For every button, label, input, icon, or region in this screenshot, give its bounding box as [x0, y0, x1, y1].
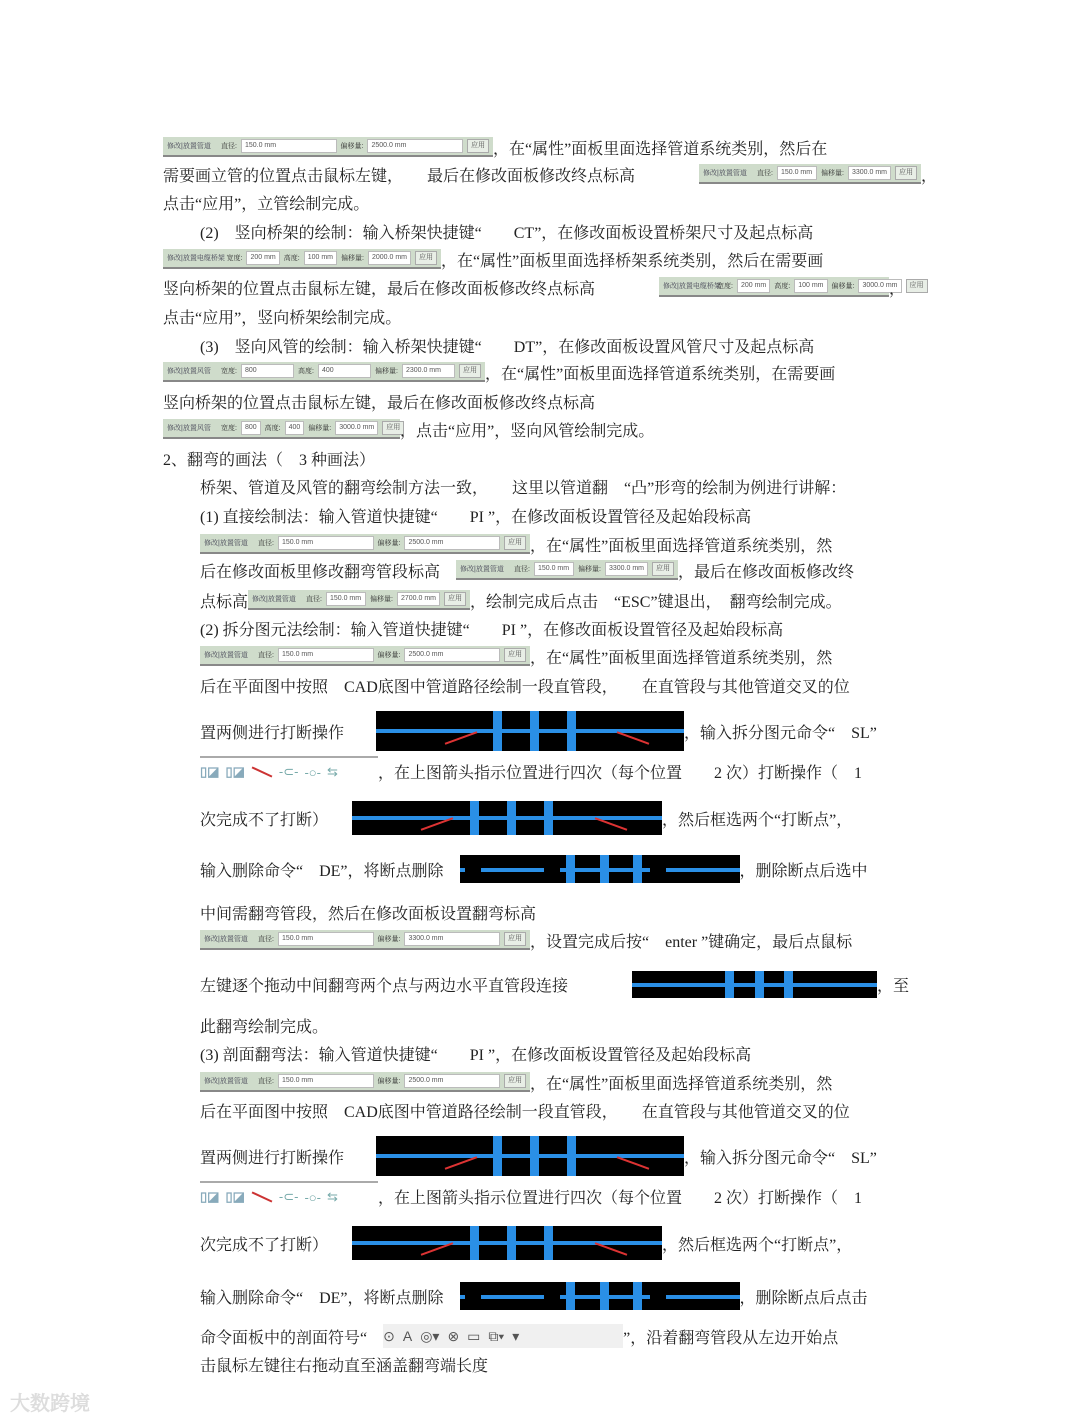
toolbar-field-label: 偏移量:: [377, 652, 401, 659]
vertical-pipe: [567, 1136, 576, 1176]
modify-toolbar-image: [163, 362, 485, 382]
vertical-pipe: [470, 801, 479, 835]
text-line: [200, 665, 850, 705]
text-segment: 竖向桥架的位置点击鼠标左键，最后在修改面板修改终点标高: [163, 280, 660, 298]
modify-toolbar-image: [163, 419, 400, 439]
modify-toolbar-image: [200, 646, 530, 666]
toolbar-field-label: 偏移量:: [370, 596, 393, 603]
toolbar-field-value: 800: [241, 421, 261, 435]
tool-icon: -⊂-: [278, 764, 299, 779]
text-segment: 后在平面图中按照 CAD底图中管道路径绘制一段直管段， 在直管段与其他管道交叉的位: [200, 1103, 850, 1121]
text-segment: 击鼠标左键往右拖动直至涵盖翻弯端长度: [200, 1357, 489, 1375]
text-segment: ，在上图箭头指示位置进行四次（每个位置 2 次）打断操作（ 1: [378, 1189, 863, 1207]
text-segment: (3) 竖向风管的绘制：输入桥架快捷键“ DT”，在修改面板设置风管尺寸及起点标高: [200, 338, 815, 356]
text-segment: ，删除断点后选中: [739, 862, 868, 880]
text-segment: 点击“应用”，竖向桥架绘制完成。: [163, 309, 402, 327]
tool-icon: -○-: [304, 1189, 321, 1205]
toolbar-mode-label: 修改|放置管道: [703, 170, 747, 177]
tool-icon: ◎▾: [420, 1327, 440, 1344]
toolbar-mode-label: 修改|放置管道: [167, 143, 211, 150]
split-tool-icon: ▯◪: [225, 764, 245, 779]
text-line: [200, 1136, 877, 1176]
toolbar-field-value: 150.0 mm: [278, 536, 374, 550]
modify-toolbar-image: [200, 930, 530, 950]
toolbar-field-label: 直径:: [258, 936, 274, 943]
break-gap: [465, 866, 481, 873]
text-segment: ，绘制完成后点击 “ESC”键退出， 翻弯绘制完成。: [470, 593, 842, 611]
toolbar-field-label: 高度:: [283, 255, 300, 262]
toolbar-field-value: 200 mm: [246, 251, 279, 265]
toolbar-field-value: 150.0 mm: [278, 648, 374, 662]
red-arrow-icon: [617, 1156, 650, 1170]
text-line: [200, 1276, 868, 1316]
text-segment: ，删除断点后点击: [739, 1289, 868, 1307]
text-line: [200, 1090, 850, 1130]
apply-button: 应用: [504, 932, 526, 946]
tool-icon: -○-: [304, 764, 321, 780]
toolbar-field-label: 偏移量:: [377, 1078, 401, 1085]
text-line: [200, 1176, 862, 1216]
toolbar-field-label: 直径:: [757, 170, 773, 177]
toolbar-mode-label: 修改|放置管道: [460, 566, 504, 573]
split-tool-icon: ▯◪: [200, 1189, 220, 1204]
toolbar-field-label: 偏移量:: [341, 255, 364, 262]
toolbar-mode-label: 修改|放置电缆桥架: [663, 283, 721, 290]
toolbar-field-label: 宽度:: [226, 255, 243, 262]
toolbar-field-label: 偏移量:: [578, 566, 601, 573]
vertical-pipe: [600, 1282, 609, 1310]
cad-pipe-image: [376, 1136, 684, 1176]
text-segment: ，在“属性”面板里面选择管道系统类别，在需要画: [485, 365, 836, 383]
text-segment: ，在“属性”面板里面选择管道系统类别，然: [530, 537, 833, 555]
tool-icon: ⊙: [383, 1327, 395, 1344]
vertical-pipe: [530, 711, 539, 751]
text-segment: 后在修改面板里修改翻弯管段标高: [200, 563, 457, 581]
text-segment: ，输入拆分图元命令“ SL”: [684, 724, 877, 742]
toolbar-field-label: 直径:: [258, 652, 274, 659]
text-segment: (2) 拆分图元法绘制：输入管道快捷键“ PI ”，在修改面板设置管径及起始段标高: [200, 621, 784, 639]
text-segment: 桥架、管道及风管的翻弯绘制方法一致， 这里以管道翻 “凸”形弯的绘制为例进行讲解：: [200, 479, 847, 497]
vertical-pipe: [493, 1136, 502, 1176]
tool-icon: ⇆: [326, 1189, 338, 1204]
tool-icon: ▾: [512, 1327, 520, 1344]
text-segment: ，: [889, 280, 906, 298]
vertical-pipe: [507, 801, 516, 835]
toolbar-field-value: 150.0 mm: [777, 166, 817, 180]
apply-button: 应用: [467, 139, 489, 153]
text-line: [200, 751, 862, 791]
tool-icon: -⊂-: [278, 1189, 299, 1204]
text-segment: (2) 竖向桥架的绘制：输入桥架快捷键“ CT”，在修改面板设置桥架尺寸及起点标高: [200, 224, 814, 242]
apply-button: 应用: [444, 592, 466, 606]
toolbar-field-value: 3000.0 mm: [335, 421, 378, 435]
watermark: 大数跨境: [10, 1393, 90, 1415]
vertical-pipe: [566, 855, 575, 883]
text-segment: ，至: [877, 977, 910, 995]
cad-pipe-image: [460, 1282, 740, 1310]
tool-icon: ▭: [467, 1327, 481, 1344]
modify-toolbar-image: [659, 277, 924, 297]
red-arrow-icon: [444, 1156, 477, 1170]
toolbar-field-label: 宽度:: [221, 368, 237, 375]
text-segment: 竖向桥架的位置点击鼠标左键，最后在修改面板修改终点标高: [163, 394, 596, 412]
tool-icon: A: [402, 1328, 413, 1344]
toolbar-field-value: 150.0 mm: [534, 562, 574, 576]
toolbar-field-label: 偏移量:: [821, 170, 844, 177]
toolbar-field-label: 偏移量:: [308, 425, 332, 432]
toolbar-field-label: 宽度:: [221, 425, 237, 432]
break-gap: [465, 1293, 481, 1300]
toolbar-field-value: 800: [241, 364, 294, 378]
toolbar-field-label: 高度:: [298, 368, 314, 375]
vertical-pipe: [755, 971, 764, 998]
split-element-tools-image: [200, 756, 378, 786]
text-segment: 次完成不了打断）: [200, 1236, 353, 1254]
break-gap: [650, 1293, 666, 1300]
toolbar-field-value: 3300.0 mm: [605, 562, 648, 576]
text-segment: ，在“属性”面板里面选择桥架系统类别，然后在需要画: [441, 252, 824, 270]
toolbar-field-label: 偏移量:: [375, 368, 398, 375]
toolbar-field-value: 2300.0 mm: [402, 364, 455, 378]
apply-button: 应用: [504, 536, 526, 550]
apply-button: 应用: [382, 421, 404, 435]
text-segment: 2、翻弯的画法（ 3 种画法）: [163, 451, 376, 469]
vertical-pipe: [530, 1136, 539, 1176]
toolbar-field-label: 高度:: [774, 283, 791, 290]
toolbar-mode-label: 修改|放置风管: [167, 368, 211, 375]
text-line: [200, 849, 868, 889]
text-segment: 此翻弯绘制完成。: [200, 1018, 329, 1036]
text-segment: ，输入拆分图元命令“ SL”: [684, 1149, 877, 1167]
text-line: [200, 964, 909, 1004]
toolbar-field-value: 100 mm: [794, 279, 827, 293]
toolbar-field-label: 偏移量:: [831, 283, 855, 290]
toolbar-field-value: 150.0 mm: [326, 592, 366, 606]
text-segment: ，点击“应用”，竖向风管绘制完成。: [400, 422, 655, 440]
cad-pipe-image: [352, 1226, 662, 1260]
vertical-pipe: [544, 1226, 553, 1260]
toolbar-field-value: 400: [285, 421, 305, 435]
break-gap: [650, 866, 666, 873]
toolbar-field-value: 2000.0 mm: [368, 251, 411, 265]
toolbar-field-value: 2700.0 mm: [397, 592, 440, 606]
split-tool-icon: ▯◪: [225, 1189, 245, 1204]
toolbar-field-label: 直径:: [306, 596, 322, 603]
toolbar-field-value: 2500.0 mm: [404, 536, 500, 550]
toolbar-field-value: 200 mm: [737, 279, 770, 293]
text-line: [200, 1344, 488, 1384]
break-gap: [544, 1293, 560, 1300]
toolbar-field-value: 150.0 mm: [241, 139, 337, 153]
modify-toolbar-image: [248, 590, 470, 610]
vertical-pipe: [633, 855, 642, 883]
text-segment: 输入删除命令“ DE”，将断点删除: [200, 1289, 460, 1307]
apply-button: 应用: [504, 1074, 526, 1088]
toolbar-field-value: 400: [318, 364, 371, 378]
text-segment: ，在“属性”面板里面选择管道系统类别，然: [530, 1075, 833, 1093]
toolbar-field-value: 150.0 mm: [278, 932, 374, 946]
toolbar-mode-label: 修改|放置电缆桥架: [167, 255, 225, 262]
toolbar-field-label: 高度:: [264, 425, 281, 432]
text-segment: ，在上图箭头指示位置进行四次（每个位置 2 次）打断操作（ 1: [378, 764, 863, 782]
toolbar-field-label: 偏移量:: [340, 143, 364, 150]
cad-pipe-image: [460, 855, 740, 883]
toolbar-mode-label: 修改|放置管道: [204, 652, 248, 659]
apply-button: 应用: [415, 251, 437, 265]
apply-button: 应用: [459, 364, 481, 378]
toolbar-field-value: 3300.0 mm: [848, 166, 891, 180]
text-segment: 需要画立管的位置点击鼠标左键， 最后在修改面板修改终点标高: [163, 167, 700, 185]
toolbar-field-value: 3000.0 mm: [858, 279, 901, 293]
toolbar-mode-label: 修改|放置管道: [204, 936, 248, 943]
toolbar-mode-label: 修改|放置管道: [252, 596, 296, 603]
modify-toolbar-image: [163, 249, 441, 269]
split-element-tools-image: [200, 1181, 378, 1211]
red-arrow-icon: [444, 731, 477, 745]
cad-pipe-image: [352, 801, 662, 835]
vertical-pipe: [507, 1226, 516, 1260]
text-segment: 次完成不了打断）: [200, 811, 353, 829]
modify-toolbar-image: [200, 1072, 530, 1092]
text-segment: ，然后框选两个“打断点”，: [662, 811, 853, 829]
text-segment: ，在“属性”面板里面选择管道系统类别，然后在: [493, 140, 828, 158]
apply-button: 应用: [504, 648, 526, 662]
toolbar-mode-label: 修改|放置管道: [204, 540, 248, 547]
text-segment: ，然后框选两个“打断点”，: [662, 1236, 853, 1254]
split-tool-icon: ▯◪: [200, 764, 220, 779]
vertical-pipe: [633, 1282, 642, 1310]
text-segment: (3) 剖面翻弯法：输入管道快捷键“ PI ”，在修改面板设置管径及起始段标高: [200, 1046, 752, 1064]
toolbar-field-label: 直径:: [258, 1078, 274, 1085]
toolbar-field-label: 直径:: [258, 540, 274, 547]
text-segment: 输入删除命令“ DE”，将断点删除: [200, 862, 460, 880]
text-segment: 置两侧进行打断操作: [200, 724, 377, 742]
text-segment: ”，沿着翻弯管段从左边开始点: [623, 1329, 839, 1347]
apply-button: 应用: [652, 562, 674, 576]
text-segment: ，最后在修改面板修改终: [678, 563, 855, 581]
toolbar-field-value: 150.0 mm: [278, 1074, 374, 1088]
vertical-pipe: [544, 801, 553, 835]
text-segment: 命令面板中的剖面符号“: [200, 1329, 384, 1347]
vertical-pipe: [566, 1282, 575, 1310]
break-gap: [544, 866, 560, 873]
vertical-pipe: [470, 1226, 479, 1260]
vertical-pipe: [600, 855, 609, 883]
vertical-pipe: [493, 711, 502, 751]
text-segment: 左键逐个拖动中间翻弯两个点与两边水平直管段连接: [200, 977, 633, 995]
text-segment: 后在平面图中按照 CAD底图中管道路径绘制一段直管段， 在直管段与其他管道交叉的位: [200, 678, 850, 696]
text-line: [200, 920, 852, 960]
tool-icon: ⇆: [326, 764, 338, 779]
text-line: [200, 798, 852, 838]
text-segment: ，: [921, 167, 938, 185]
toolbar-field-value: 2500.0 mm: [367, 139, 463, 153]
toolbar-field-label: 偏移量:: [377, 540, 401, 547]
text-segment: 中间需翻弯管段，然后在修改面板设置翻弯标高: [200, 905, 537, 923]
toolbar-field-label: 偏移量:: [377, 936, 401, 943]
cad-pipe-image: [376, 711, 684, 751]
modify-toolbar-image: [456, 560, 678, 580]
toolbar-field-label: 直径:: [514, 566, 530, 573]
vertical-pipe: [567, 711, 576, 751]
vertical-pipe: [784, 971, 793, 998]
modify-toolbar-image: [699, 164, 921, 184]
vertical-pipe: [725, 971, 734, 998]
toolbar-field-value: 2500.0 mm: [404, 648, 500, 662]
cad-pipe-image: [632, 971, 877, 998]
apply-button: 应用: [906, 279, 928, 293]
toolbar-field-value: 100 mm: [304, 251, 337, 265]
red-arrow-icon: [251, 1191, 272, 1202]
toolbar-field-label: 宽度:: [717, 283, 733, 290]
text-segment: 点标高: [200, 593, 249, 611]
tool-icon: ⧉▾: [488, 1327, 505, 1344]
text-segment: (1) 直接绘制法：输入管道快捷键“ PI ”，在修改面板设置管径及起始段标高: [200, 508, 752, 526]
red-arrow-icon: [617, 731, 650, 745]
toolbar-mode-label: 修改|放置风管: [167, 425, 211, 432]
toolbar-mode-label: 修改|放置管道: [204, 1078, 248, 1085]
toolbar-field-value: 3300.0 mm: [404, 932, 500, 946]
tool-icon: ⊗: [447, 1327, 460, 1344]
toolbar-field-value: 2500.0 mm: [404, 1074, 500, 1088]
text-segment: 置两侧进行打断操作: [200, 1149, 377, 1167]
apply-button: 应用: [895, 166, 917, 180]
text-line: [200, 1223, 852, 1263]
red-arrow-icon: [251, 766, 272, 777]
toolbar-field-label: 直径:: [221, 143, 237, 150]
text-segment: 点击“应用”，立管绘制完成。: [163, 195, 370, 213]
text-segment: ，设置完成后按“ enter ”键确定，最后点鼠标: [530, 933, 853, 951]
text-line: [200, 711, 877, 751]
text-segment: ，在“属性”面板里面选择管道系统类别，然: [530, 649, 833, 667]
